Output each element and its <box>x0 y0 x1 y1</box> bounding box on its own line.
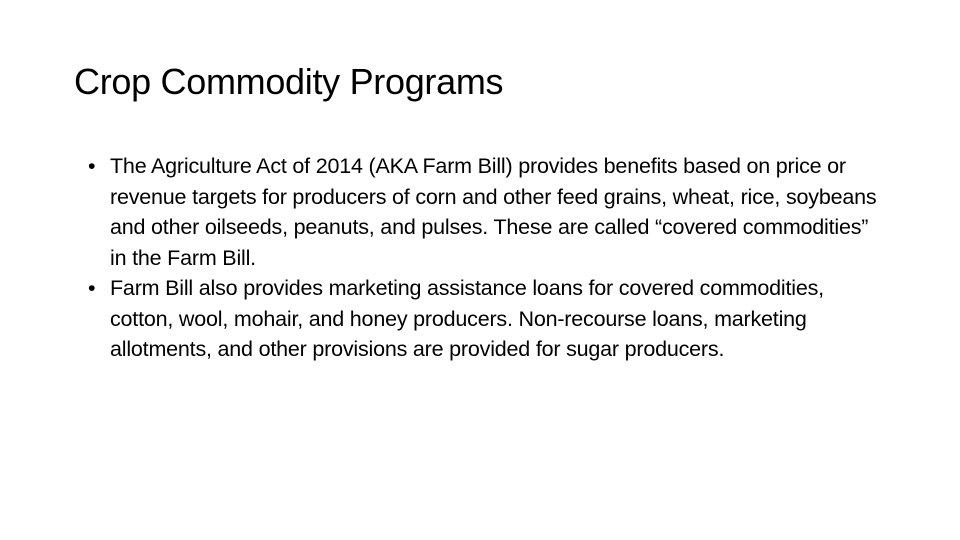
bullet-icon: • <box>88 154 96 178</box>
bullet-text: The Agriculture Act of 2014 (AKA Farm Bill) provides benefits based on price or revenue targets for producers of corn and other feed grains, wheat, rice, soybeans and other oilseeds, peanuts, and pulses. These are called “covered commodities” in the Farm Bill. <box>110 154 877 270</box>
bullet-item <box>88 273 884 365</box>
bullet-icon: • <box>88 276 96 300</box>
bullet-item <box>88 151 884 273</box>
bullet-text: Farm Bill also provides marketing assistance loans for covered commodities, cotton, wool, mohair, and honey producers. Non-recourse loans, marketing allotments, and other provisions are provided for sugar producers. <box>110 276 824 361</box>
bullet-list <box>88 151 884 365</box>
slide-title: Crop Commodity Programs <box>74 61 504 102</box>
